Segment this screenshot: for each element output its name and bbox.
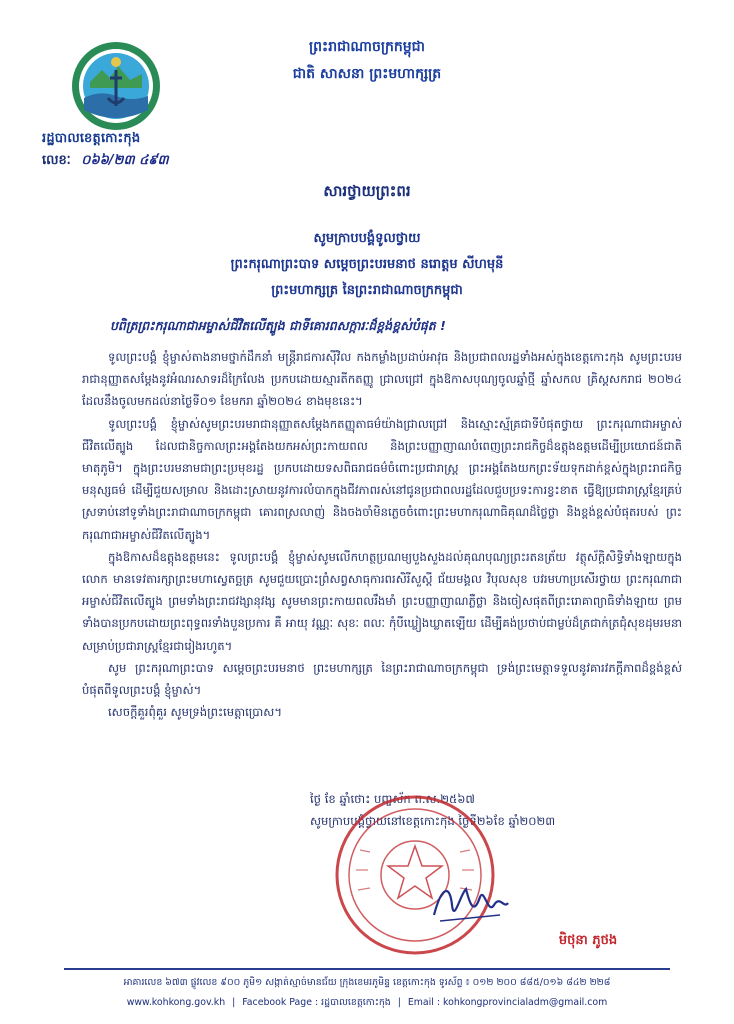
footer-facebook-label: Facebook Page : — [242, 997, 319, 1008]
recipient-line-1: សូមក្រាបបង្គំទូលថ្វាយ — [313, 231, 421, 246]
body-paragraph: សូម ព្រះករុណាព្រះបាទ សម្ដេចព្រះបរមនាថ ព្រះមហាក្សត្រ នៃព្រះរាជាណាចក្រកម្ពុជា ទ្រង់ព្រះមេត្តាទទួលនូវគារវភក្តីភាពដ៏ខ្ពង់ខ្ពស់បំផុតពីទូលព្រះបង្គំ ខ្ញុំម្ចាស់។ — [82, 660, 682, 698]
signature-image — [430, 875, 510, 930]
recipient-line-2: ព្រះករុណាព្រះបាទ សម្ដេចព្រះបរមនាថ នរោត្ដម សីហមុនី — [230, 257, 504, 272]
body-paragraph: សេចក្តីគួរពុំគួរ សូមទ្រង់ព្រះមេត្តាប្រោស។ — [108, 705, 282, 720]
national-motto: ជាតិ សាសនា ព្រះមហាក្សត្រ — [292, 66, 442, 82]
body-paragraph: ក្នុងឱកាសដ៏ឧត្តុងឧត្តមនេះ ទូលព្រះបង្គំ ខ្ញុំម្ចាស់សូមលើកហត្ថប្រណម្យបួងសួងដល់គុណបុណ្យព្រះរតនត្រ័យ វត្ថុស័ក្តិសិទ្ធិទាំងឡាយក្នុងលោក មានទេវតារក្សាព្រះមហាស្វេតច្ឆត្រ សូមជួយប្រោះព្រំសព្វសាធុការពរសិរីសួស្តី ជ័យមង្គល វិបុលសុខ បវរមហាប្រសើរថ្វាយ ព្រះករុណាជាអម្ចាស់ជីវិតលើត្បូង ព្រមទាំងព្រះរាជវង្សានុវង្ស សូមមានព្រះកាយពលរឹងមាំ ព្រះបញ្ញាញាណភ្លឺថ្លា និងចៀសផុតពីព្រះរោគាព្យាធិទាំងឡាយ ព្រមទាំងបានប្រកបដោយព្រះពុទ្ធពរទាំងបួនប្រការ គឺ អាយុ វណ្ណៈ សុខៈ ពលៈ កុំបីឃ្លៀងឃ្លាតឡើយ ដើម្បីគង់ប្រថាប់ជាម្លប់ដ៏ត្រជាក់ត្រជុំសុខដុមរមនាសម្រាប់ប្រជារាស្ត្រខ្មែរជារៀងរហូត។ — [82, 549, 682, 653]
kingdom-heading: ព្រះរាជាណាចក្រកម្ពុជា — [308, 39, 425, 55]
letter-title: សារថ្វាយព្រះពរ — [323, 182, 411, 200]
place-and-date: សូមក្រាបបង្គំថ្វាយនៅខេត្តកោះកុង ថ្ងៃទី២៦ខែ ឆ្នាំ២០២៣ — [310, 814, 556, 828]
province-name: រដ្ឋបាលខេត្តកោះកុង — [42, 131, 141, 146]
footer-email-label: Email : — [407, 997, 441, 1008]
footer-email-link[interactable]: kohkongprovincialadm@gmail.com — [443, 997, 608, 1008]
reference-label: លេខៈ — [42, 153, 71, 168]
signer-name: មិថុនា ភូថង — [558, 933, 618, 948]
recipient-line-3: ព្រះមហាក្សត្រ នៃព្រះរាជាណាចក្រកម្ពុជា — [271, 283, 463, 298]
footer-divider — [64, 968, 670, 970]
footer-website-link[interactable]: www.kohkong.gov.kh — [126, 997, 226, 1008]
body-paragraph: ទូលព្រះបង្គំ ខ្ញុំម្ចាស់សូមព្រះបរមរាជានុញ្ញាតសម្តែងកតញ្ញុតាធម៌យ៉ាងជ្រាលជ្រៅ និងស្មោះស្ម័គ្រជាទីបំផុតថ្វាយ ព្រះករុណាជាអម្ចាស់ជីវិតលើត្បូង ដែលជានិច្ចកាលព្រះអង្គតែងយកអស់ព្រះកាយពល និងព្រះបញ្ញាញាណបំពេញព្រះរាជកិច្ចដ៏ឧត្តុងឧត្តមដើម្បីប្រយោជន៍ជាតិមាតុភូមិ។ ក្នុងព្រះបរមនាមជាព្រះប្រមុខរដ្ឋ ប្រកបដោយទសពិធរាជធម៌ចំពោះប្រជារាស្ត្រ ព្រះអង្គតែងយកព្រះទ័យទុកដាក់ខ្ពស់ក្នុងព្រះរាជកិច្ចមនុស្សធម៌ ដើម្បីជួយសម្រាល និងដោះស្រាយនូវការលំបាកក្នុងជីវភាពរស់នៅជូនប្រជាពលរដ្ឋដែលជួបប្រទះការខ្វះខាត ធ្វើឱ្យប្រជារាស្ត្រខ្មែរគ្រប់ស្រទាប់នៅទូទាំងព្រះរាជាណាចក្រកម្ពុជា គោរពស្រលាញ់ និងចងចាំមិនភ្លេចចំពោះព្រះមហាករុណាធិគុណដ៏ថ្លៃថ្លា និងខ្ពង់ខ្ពស់បំផុតរបស់ ព្រះករុណាជាអម្ចាស់ជីវិតលើត្បូង។ — [82, 416, 682, 542]
salutation: បពិត្រព្រះករុណាជាអម្ចាស់ជីវិតលើត្បូង ជាទីគោរពសក្ការៈដ៏ខ្ពង់ខ្ពស់បំផុត ! — [110, 318, 446, 333]
lunar-date: ថ្ងៃ ខែ ឆ្នាំថោះ បញ្ចស័ក ព.ស.២៥៦៧ — [310, 792, 475, 806]
footer-address: អាគារលេខ ៦៧៣ ផ្លូវលេខ ៩០០ ភូមិ១ សង្កាត់ស្មាច់មានជ័យ ក្រុងខេមរភូមិន្ទ ខេត្តកោះកុង ទូរស័ព្ទ ៖ ០១២ ២០០ ៨៨៥/០១៦ ៨៤២ ២២៨ — [123, 977, 611, 988]
body-paragraph: ទូលព្រះបង្គំ ខ្ញុំម្ចាស់តាងនាមថ្នាក់ដឹកនាំ មន្ត្រីរាជការស៊ីវិល កងកម្លាំងប្រដាប់អាវុធ និងប្រជាពលរដ្ឋទាំងអស់ក្នុងខេត្តកោះកុង សូមព្រះបរមរាជានុញ្ញាតសម្តែងនូវអំណរសាទរដ៏ក្រៃលែង ប្រកបដោយស្មារតីកតញ្ញូ ជ្រាលជ្រៅ ក្នុងឱកាសបុណ្យចូលឆ្នាំថ្មី ឆ្នាំសកល គ្រិស្តសករាជ ២០២៤ ដែលនឹងចូលមកដល់នាថ្ងៃទី០១ ខែមករា ឆ្នាំ២០២៤ ខាងមុខនេះ។ — [82, 350, 682, 409]
footer-facebook-link[interactable]: រដ្ឋបាលខេត្តកោះកុង — [321, 997, 391, 1008]
reference-value: ០៦៦/២៣ ៤៩៣ — [81, 153, 169, 168]
footer-contacts: www.kohkong.gov.kh | Facebook Page : រដ្ឋបាលខេត្តកោះកុង | Email : kohkongprovincialadm@gmail.com — [126, 997, 608, 1008]
letter-body — [82, 346, 682, 723]
reference-number — [42, 152, 169, 171]
